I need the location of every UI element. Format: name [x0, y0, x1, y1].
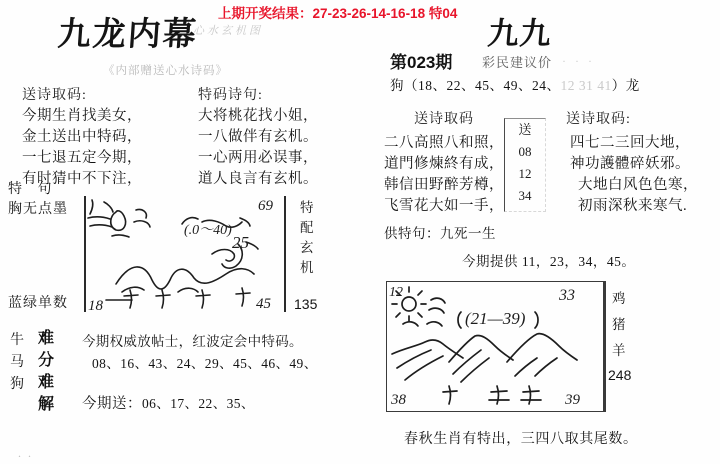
right-col-a-head: 送诗取码	[414, 112, 474, 127]
nanfen-char-2: 分	[38, 352, 55, 369]
right-col-b-line-4: 初雨深秋来寒气.	[578, 198, 688, 214]
right-col-b-line-1: 四七二三回大地，	[570, 135, 690, 151]
right-sketch-range: (21—39)	[465, 309, 526, 328]
left-footer-dots: . .	[18, 446, 33, 460]
te-ju-label: 特 句	[8, 182, 58, 197]
left-col-b-line-1: 大将桃花找小姐，	[198, 108, 318, 124]
right-provide-line: 今期提供 11，23，34，45。	[462, 254, 636, 269]
left-col-a-head: 送诗取码:	[22, 88, 87, 103]
recommendation-faint: 12 31 41	[560, 78, 612, 93]
right-col-a-line-3: 韩信田野醉芳樽，	[384, 177, 504, 193]
issue-subtitle-faint: · · ·	[562, 54, 595, 68]
send-box-label: 送	[518, 122, 532, 137]
send-code-box	[504, 118, 546, 212]
recommendation-head: 狗（18、22、45、49、24、	[390, 78, 561, 93]
right-sketch-bottom-right: 39	[565, 392, 580, 408]
brand-title-right: 九九	[486, 16, 554, 51]
zodiac-item-2: 马	[10, 355, 24, 370]
zodiac-item-1: 牛	[10, 333, 24, 348]
left-sketch-box	[84, 196, 286, 312]
right-sketch-drawing	[387, 282, 600, 408]
brand-title-left: 九龙内幕	[56, 17, 200, 53]
send-box-num-3: 34	[518, 188, 532, 203]
left-tip-line: 今期权威放帖士，红波定会中特码。	[82, 334, 303, 349]
te-ju-value: 胸无点墨	[8, 202, 68, 217]
left-send-numbers: 06、17、22、35、	[142, 396, 255, 411]
recommendation-tail: ）龙	[611, 78, 640, 93]
left-vertical-value: 135	[294, 296, 318, 312]
right-vertical-char-2: 猪	[612, 317, 626, 332]
left-tip-numbers: 08、16、43、24、29、45、46、49、	[92, 356, 318, 371]
right-col-b-line-2: 神功護體碎妖邪。	[570, 156, 690, 172]
left-sketch-drawing	[86, 196, 284, 312]
send-box-num-2: 12	[518, 166, 532, 181]
right-col-b-line-3: 大地白风色色寒，	[578, 177, 698, 193]
nanfen-char-3: 难	[38, 374, 55, 391]
left-col-a-line-1: 今期生肖找美女，	[22, 108, 142, 124]
left-sketch-range: (.0～40)	[184, 223, 232, 238]
left-sketch-bottom-right: 45	[256, 296, 271, 312]
left-col-b-line-4: 道人良言有玄机。	[198, 171, 318, 187]
right-sketch-top-left: 12	[389, 285, 403, 300]
lanlv-label: 蓝绿单数	[8, 296, 68, 311]
left-send-label: 今期送：	[82, 396, 142, 412]
right-col-b-head: 送诗取码:	[566, 112, 631, 127]
left-sketch-top-right: 69	[258, 198, 273, 214]
right-col-a-line-1: 二八高照八和照，	[384, 135, 504, 151]
left-vertical-char-3: 玄	[300, 240, 314, 255]
gong-te-ju: 供特句：九死一生	[384, 226, 496, 241]
nanfen-char-4: 解	[38, 396, 55, 413]
right-sketch-box	[386, 281, 606, 412]
left-sketch-mid: 25	[232, 233, 249, 252]
issue-subtitle: 彩民建议价	[482, 55, 553, 70]
right-vertical-column	[612, 286, 626, 364]
issue-number: 第023期	[390, 53, 453, 72]
left-col-a-line-3: 一七退五定今期，	[22, 150, 142, 166]
right-vertical-char-1: 鸡	[612, 291, 626, 306]
right-sketch-bottom-left: 38	[391, 392, 406, 408]
left-vertical-char-4: 机	[300, 260, 314, 275]
left-col-b-line-2: 一八做伴有玄机。	[198, 129, 318, 145]
right-col-a-line-4: 飞雪花大如一手，	[384, 198, 504, 214]
right-sketch-top-right: 33	[559, 287, 575, 304]
right-col-a-line-2: 道門修煉終有成，	[384, 156, 504, 172]
nanfen-column	[38, 328, 54, 416]
left-poem-title: 《内部赠送心水诗码》	[103, 65, 228, 77]
left-vertical-column	[300, 198, 314, 278]
left-vertical-char-2: 配	[300, 220, 314, 235]
left-vertical-char-1: 特	[300, 200, 314, 215]
right-vertical-char-3: 羊	[612, 343, 626, 358]
lottery-result-banner: 上期开奖结果：27-23-26-14-16-18 特04	[218, 6, 458, 21]
left-col-b-head: 特码诗句:	[198, 88, 263, 103]
left-col-a-line-2: 金土送出中特码，	[22, 129, 142, 145]
right-footer-note: 春秋生肖有特出，三四八取其尾数。	[404, 432, 638, 447]
recommendation-line	[390, 74, 640, 94]
nanfen-char-1: 难	[38, 330, 55, 347]
left-send-row	[82, 392, 255, 413]
left-col-b-line-3: 一心两用必误事，	[198, 150, 318, 166]
send-box-num-1: 08	[518, 144, 532, 159]
brand-subtitle-faint: 心水玄机图	[193, 25, 263, 37]
right-vertical-value: 248	[608, 367, 632, 383]
left-col-a-line-4: 有时猜中不下注，	[22, 171, 142, 187]
zodiac-column	[10, 330, 24, 396]
left-sketch-bottom-left: 18	[88, 298, 103, 312]
zodiac-item-3: 狗	[10, 377, 24, 392]
